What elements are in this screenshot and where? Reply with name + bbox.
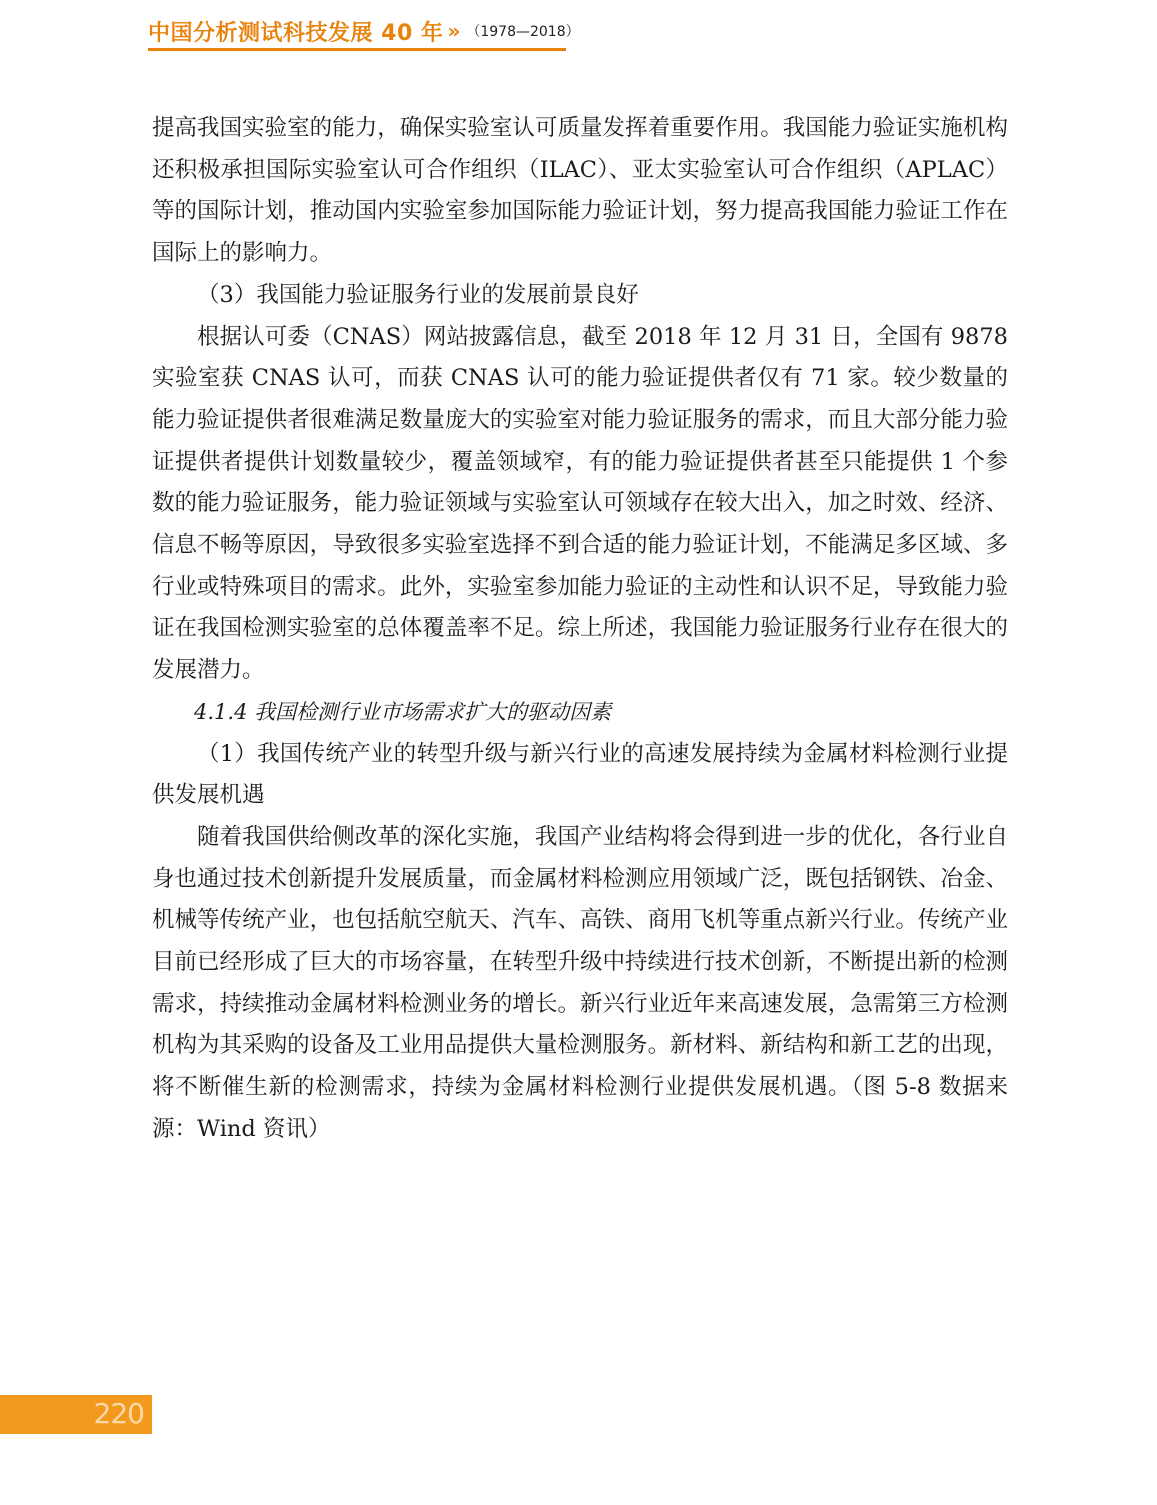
page-number: 220 [93, 1397, 144, 1430]
main-text [152, 108, 1008, 1151]
year-range: （1978—2018） [466, 24, 580, 40]
page-number-tab [0, 1395, 152, 1434]
running-header [148, 14, 580, 48]
book-title: 中国分析测试科技发展 40 年 [148, 20, 444, 46]
section-heading-4-1-4: 4.1.4 我国检测行业市场需求扩大的驱动因素 [194, 699, 612, 724]
paragraph: 随着我国供给侧改革的深化实施，我国产业结构将会得到进一步的优化，各行业自身也通过技术创新提升发展质量，而金属材料检测应用领域广泛，既包括钢铁、冶金、机械等传统产业，也包括航空航天、汽车、高铁、商用飞机等重点新兴行业。传统产业目前已经形成了巨大的市场容量，在转型升级中持续进行技术创新，不断提出新的检测需求，持续推动金属材料检测业务的增长。新兴行业近年来高速发展，急需第三方检测机构为其采购的设备及工业用品提供大量检测服务。新材料、新结构和新工艺的出现，将不断催生新的检测需求，持续为金属材料检测行业提供发展机遇。（图 5-8 数据来源：Wind 资讯） [152, 823, 1008, 1142]
subheading-3: （3）我国能力验证服务行业的发展前景良好 [197, 281, 639, 308]
subheading-1: （1）我国传统产业的转型升级与新兴行业的高速发展持续为金属材料检测行业提供发展机遇 [152, 740, 1008, 809]
double-chevron-icon: » [447, 19, 461, 43]
paragraph: 根据认可委（CNAS）网站披露信息，截至 2018 年 12 月 31 日，全国有 9878 实验室获 CNAS 认可，而获 CNAS 认可的能力验证提供者仅有 71 家。较少数量的能力验证提供者很难满足数量庞大的实验室对能力验证服务的需求，而且大部分能力验证提供者提供计划数量较少，覆盖领域窄，有的能力验证提供者甚至只能提供 1 个参数的能力验证服务，能力验证领域与实验室认可领域存在较大出入，加之时效、经济、信息不畅等原因，导致很多实验室选择不到合适的能力验证计划，不能满足多区域、多行业或特殊项目的需求。此外，实验室参加能力验证的主动性和认识不足，导致能力验证在我国检测实验室的总体覆盖率不足。综上所述，我国能力验证服务行业存在很大的发展潜力。 [152, 323, 1008, 684]
header-underline [148, 48, 566, 51]
paragraph-continuation: 提高我国实验室的能力，确保实验室认可质量发挥着重要作用。我国能力验证实施机构还积极承担国际实验室认可合作组织（ILAC）、亚太实验室认可合作组织（APLAC）等的国际计划，推动国内实验室参加国际能力验证计划，努力提高我国能力验证工作在国际上的影响力。 [152, 115, 1008, 267]
